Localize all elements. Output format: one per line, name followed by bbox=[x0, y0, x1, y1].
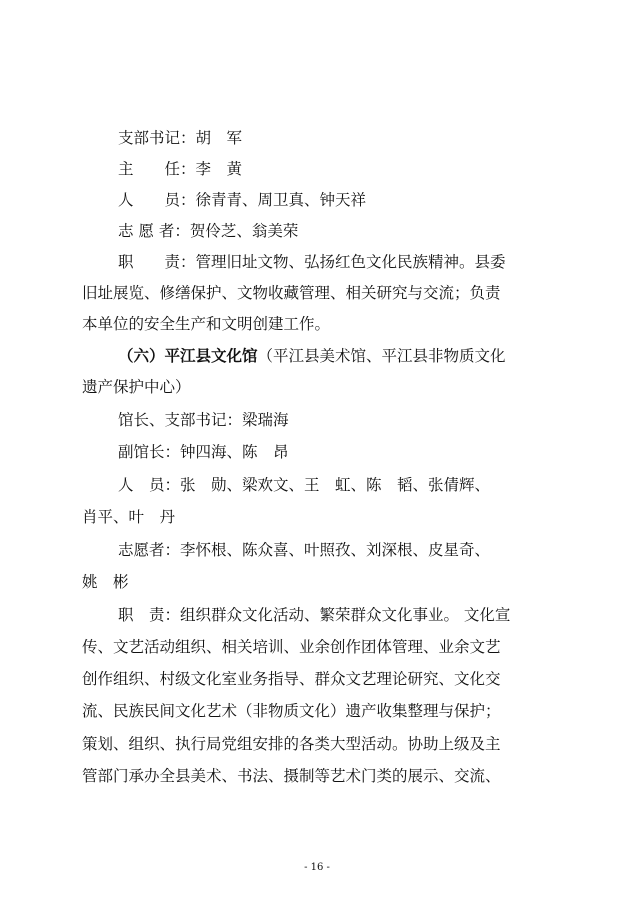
duties-line: 职 责：组织群众文化活动、繁荣群众文化事业。 文化宣 bbox=[118, 606, 511, 624]
volunteers-line: 志 愿 者：贺伶芝、翁美荣 bbox=[118, 222, 299, 240]
page-number: - 16 - bbox=[304, 862, 330, 873]
section-subtitle: （平江县美术馆、平江县非物质文化 bbox=[257, 347, 506, 365]
volunteers-continuation: 姚 彬 bbox=[82, 573, 129, 591]
section-heading-line bbox=[118, 346, 558, 366]
section-subtitle-continuation: 遗产保护中心） bbox=[82, 378, 191, 396]
volunteers-line: 志愿者：李怀根、陈众喜、叶照孜、刘深根、皮星奇、 bbox=[118, 541, 491, 559]
duties-continuation: 传、文艺活动组织、相关培训、业余创作团体管理、业余文艺 bbox=[82, 638, 501, 656]
duties-continuation: 旧址展览、修缮保护、文物收藏管理、相关研究与交流；负责 bbox=[82, 284, 501, 302]
staff-line: 人 员：张 勋、梁欢文、王 虹、陈 韬、张倩辉、 bbox=[118, 476, 491, 494]
staff-continuation: 肖平、叶 丹 bbox=[82, 508, 176, 526]
deputy-curator-line: 副馆长：钟四海、陈 昂 bbox=[118, 443, 289, 461]
duties-line: 职 责：管理旧址文物、弘扬红色文化民族精神。县委 bbox=[118, 253, 506, 271]
duties-continuation: 策划、组织、执行局党组安排的各类大型活动。协助上级及主 bbox=[82, 735, 501, 753]
duties-continuation: 流、民族民间文化艺术（非物质文化）遗产收集整理与保护； bbox=[82, 702, 501, 720]
director-line: 主 任：李 黄 bbox=[118, 160, 243, 178]
section-title: （六）平江县文化馆 bbox=[118, 347, 258, 365]
party-secretary-line: 支部书记：胡 军 bbox=[118, 129, 243, 147]
curator-line: 馆长、支部书记：梁瑞海 bbox=[118, 411, 289, 429]
duties-continuation: 创作组织、村级文化室业务指导、群众文艺理论研究、文化交 bbox=[82, 670, 501, 688]
staff-line: 人 员：徐青青、周卫真、钟天祥 bbox=[118, 191, 367, 209]
duties-continuation: 本单位的安全生产和文明创建工作。 bbox=[82, 315, 331, 333]
duties-continuation: 管部门承办全县美术、书法、摄制等艺术门类的展示、交流、 bbox=[82, 767, 501, 785]
